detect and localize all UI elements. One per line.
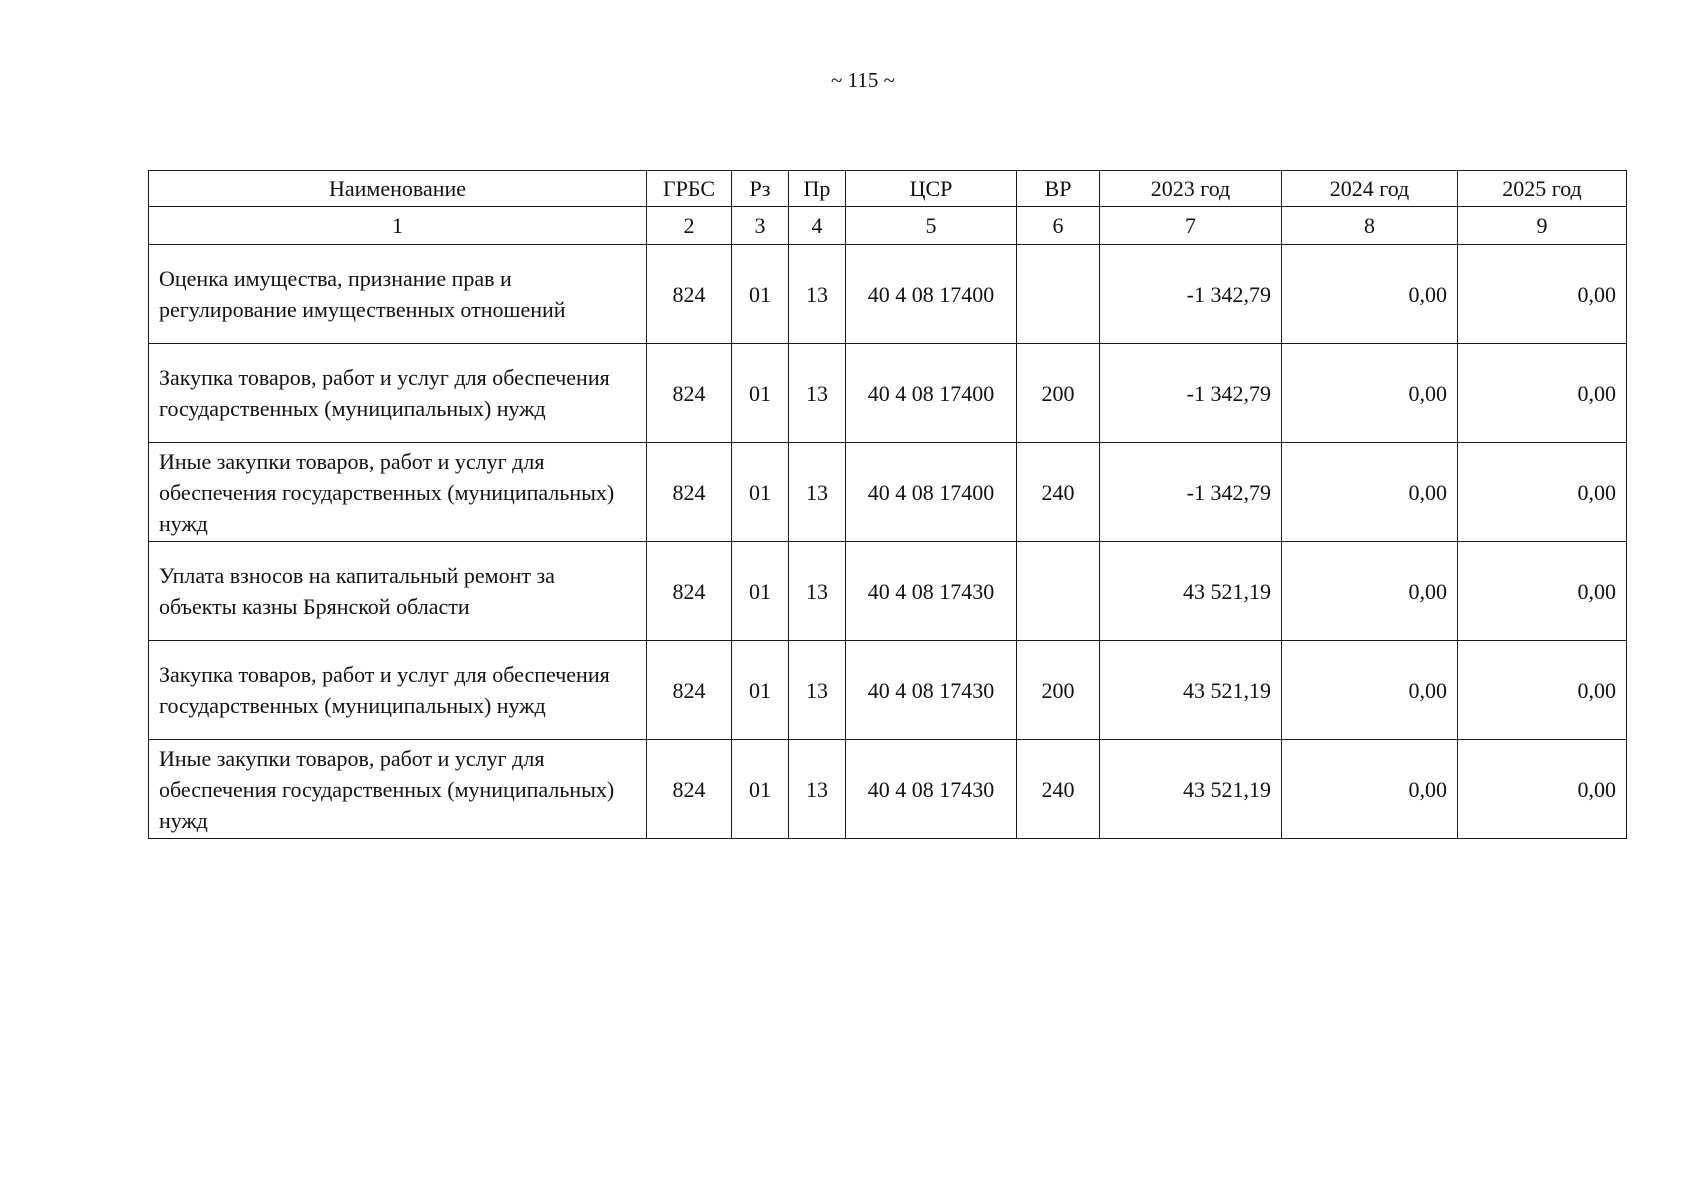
header-2023: 2023 год — [1100, 171, 1282, 207]
cell-csr: 40 4 08 17430 — [846, 641, 1017, 740]
cell-name: Уплата взносов на капитальный ремонт за объекты казны Брянской области — [149, 542, 647, 641]
cell-grbs: 824 — [647, 740, 732, 839]
cell-vr: 200 — [1017, 344, 1100, 443]
header-pr: Пр — [789, 171, 846, 207]
cell-csr: 40 4 08 17400 — [846, 245, 1017, 344]
cell-2023: -1 342,79 — [1100, 443, 1282, 542]
cell-2025: 0,00 — [1458, 245, 1627, 344]
cell-2025: 0,00 — [1458, 740, 1627, 839]
cell-grbs: 824 — [647, 245, 732, 344]
cell-2024: 0,00 — [1282, 641, 1458, 740]
cell-2023: 43 521,19 — [1100, 542, 1282, 641]
cell-vr — [1017, 245, 1100, 344]
header-2024: 2024 год — [1282, 171, 1458, 207]
column-number: 6 — [1017, 207, 1100, 245]
cell-2024: 0,00 — [1282, 245, 1458, 344]
cell-grbs: 824 — [647, 542, 732, 641]
cell-2024: 0,00 — [1282, 542, 1458, 641]
header-rz: Рз — [732, 171, 789, 207]
header-name: Наименование — [149, 171, 647, 207]
column-number: 3 — [732, 207, 789, 245]
cell-pr: 13 — [789, 245, 846, 344]
table-row — [149, 641, 1627, 740]
cell-pr: 13 — [789, 344, 846, 443]
cell-name: Закупка товаров, работ и услуг для обеспечения государственных (муниципальных) нужд — [149, 344, 647, 443]
cell-grbs: 824 — [647, 641, 732, 740]
cell-rz: 01 — [732, 542, 789, 641]
cell-rz: 01 — [732, 740, 789, 839]
column-number-row — [149, 207, 1627, 245]
cell-vr: 200 — [1017, 641, 1100, 740]
table-row — [149, 740, 1627, 839]
cell-pr: 13 — [789, 443, 846, 542]
cell-name: Закупка товаров, работ и услуг для обеспечения государственных (муниципальных) нужд — [149, 641, 647, 740]
cell-csr: 40 4 08 17430 — [846, 542, 1017, 641]
cell-vr — [1017, 542, 1100, 641]
cell-2023: -1 342,79 — [1100, 344, 1282, 443]
cell-rz: 01 — [732, 443, 789, 542]
cell-vr: 240 — [1017, 740, 1100, 839]
cell-2024: 0,00 — [1282, 344, 1458, 443]
table-row — [149, 344, 1627, 443]
cell-name: Оценка имущества, признание прав и регулирование имущественных отношений — [149, 245, 647, 344]
cell-grbs: 824 — [647, 344, 732, 443]
column-number: 8 — [1282, 207, 1458, 245]
cell-name: Иные закупки товаров, работ и услуг для обеспечения государственных (муниципальных) нужд — [149, 740, 647, 839]
budget-table — [148, 170, 1627, 839]
cell-pr: 13 — [789, 740, 846, 839]
table-row — [149, 245, 1627, 344]
header-2025: 2025 год — [1458, 171, 1627, 207]
cell-2023: -1 342,79 — [1100, 245, 1282, 344]
table-row — [149, 443, 1627, 542]
cell-2024: 0,00 — [1282, 443, 1458, 542]
cell-rz: 01 — [732, 245, 789, 344]
column-number: 4 — [789, 207, 846, 245]
cell-vr: 240 — [1017, 443, 1100, 542]
header-grbs: ГРБС — [647, 171, 732, 207]
column-number: 9 — [1458, 207, 1627, 245]
column-number: 5 — [846, 207, 1017, 245]
cell-2025: 0,00 — [1458, 443, 1627, 542]
table-row — [149, 542, 1627, 641]
cell-csr: 40 4 08 17400 — [846, 443, 1017, 542]
cell-grbs: 824 — [647, 443, 732, 542]
cell-rz: 01 — [732, 344, 789, 443]
cell-2025: 0,00 — [1458, 542, 1627, 641]
cell-2025: 0,00 — [1458, 641, 1627, 740]
cell-2023: 43 521,19 — [1100, 641, 1282, 740]
column-number: 7 — [1100, 207, 1282, 245]
cell-pr: 13 — [789, 542, 846, 641]
header-csr: ЦСР — [846, 171, 1017, 207]
cell-name: Иные закупки товаров, работ и услуг для обеспечения государственных (муниципальных) нужд — [149, 443, 647, 542]
column-number: 1 — [149, 207, 647, 245]
cell-rz: 01 — [732, 641, 789, 740]
cell-2025: 0,00 — [1458, 344, 1627, 443]
cell-csr: 40 4 08 17430 — [846, 740, 1017, 839]
column-number: 2 — [647, 207, 732, 245]
cell-2024: 0,00 — [1282, 740, 1458, 839]
cell-csr: 40 4 08 17400 — [846, 344, 1017, 443]
header-vr: ВР — [1017, 171, 1100, 207]
cell-2023: 43 521,19 — [1100, 740, 1282, 839]
page-number: ~ 115 ~ — [831, 68, 895, 92]
cell-pr: 13 — [789, 641, 846, 740]
header-row — [149, 171, 1627, 207]
